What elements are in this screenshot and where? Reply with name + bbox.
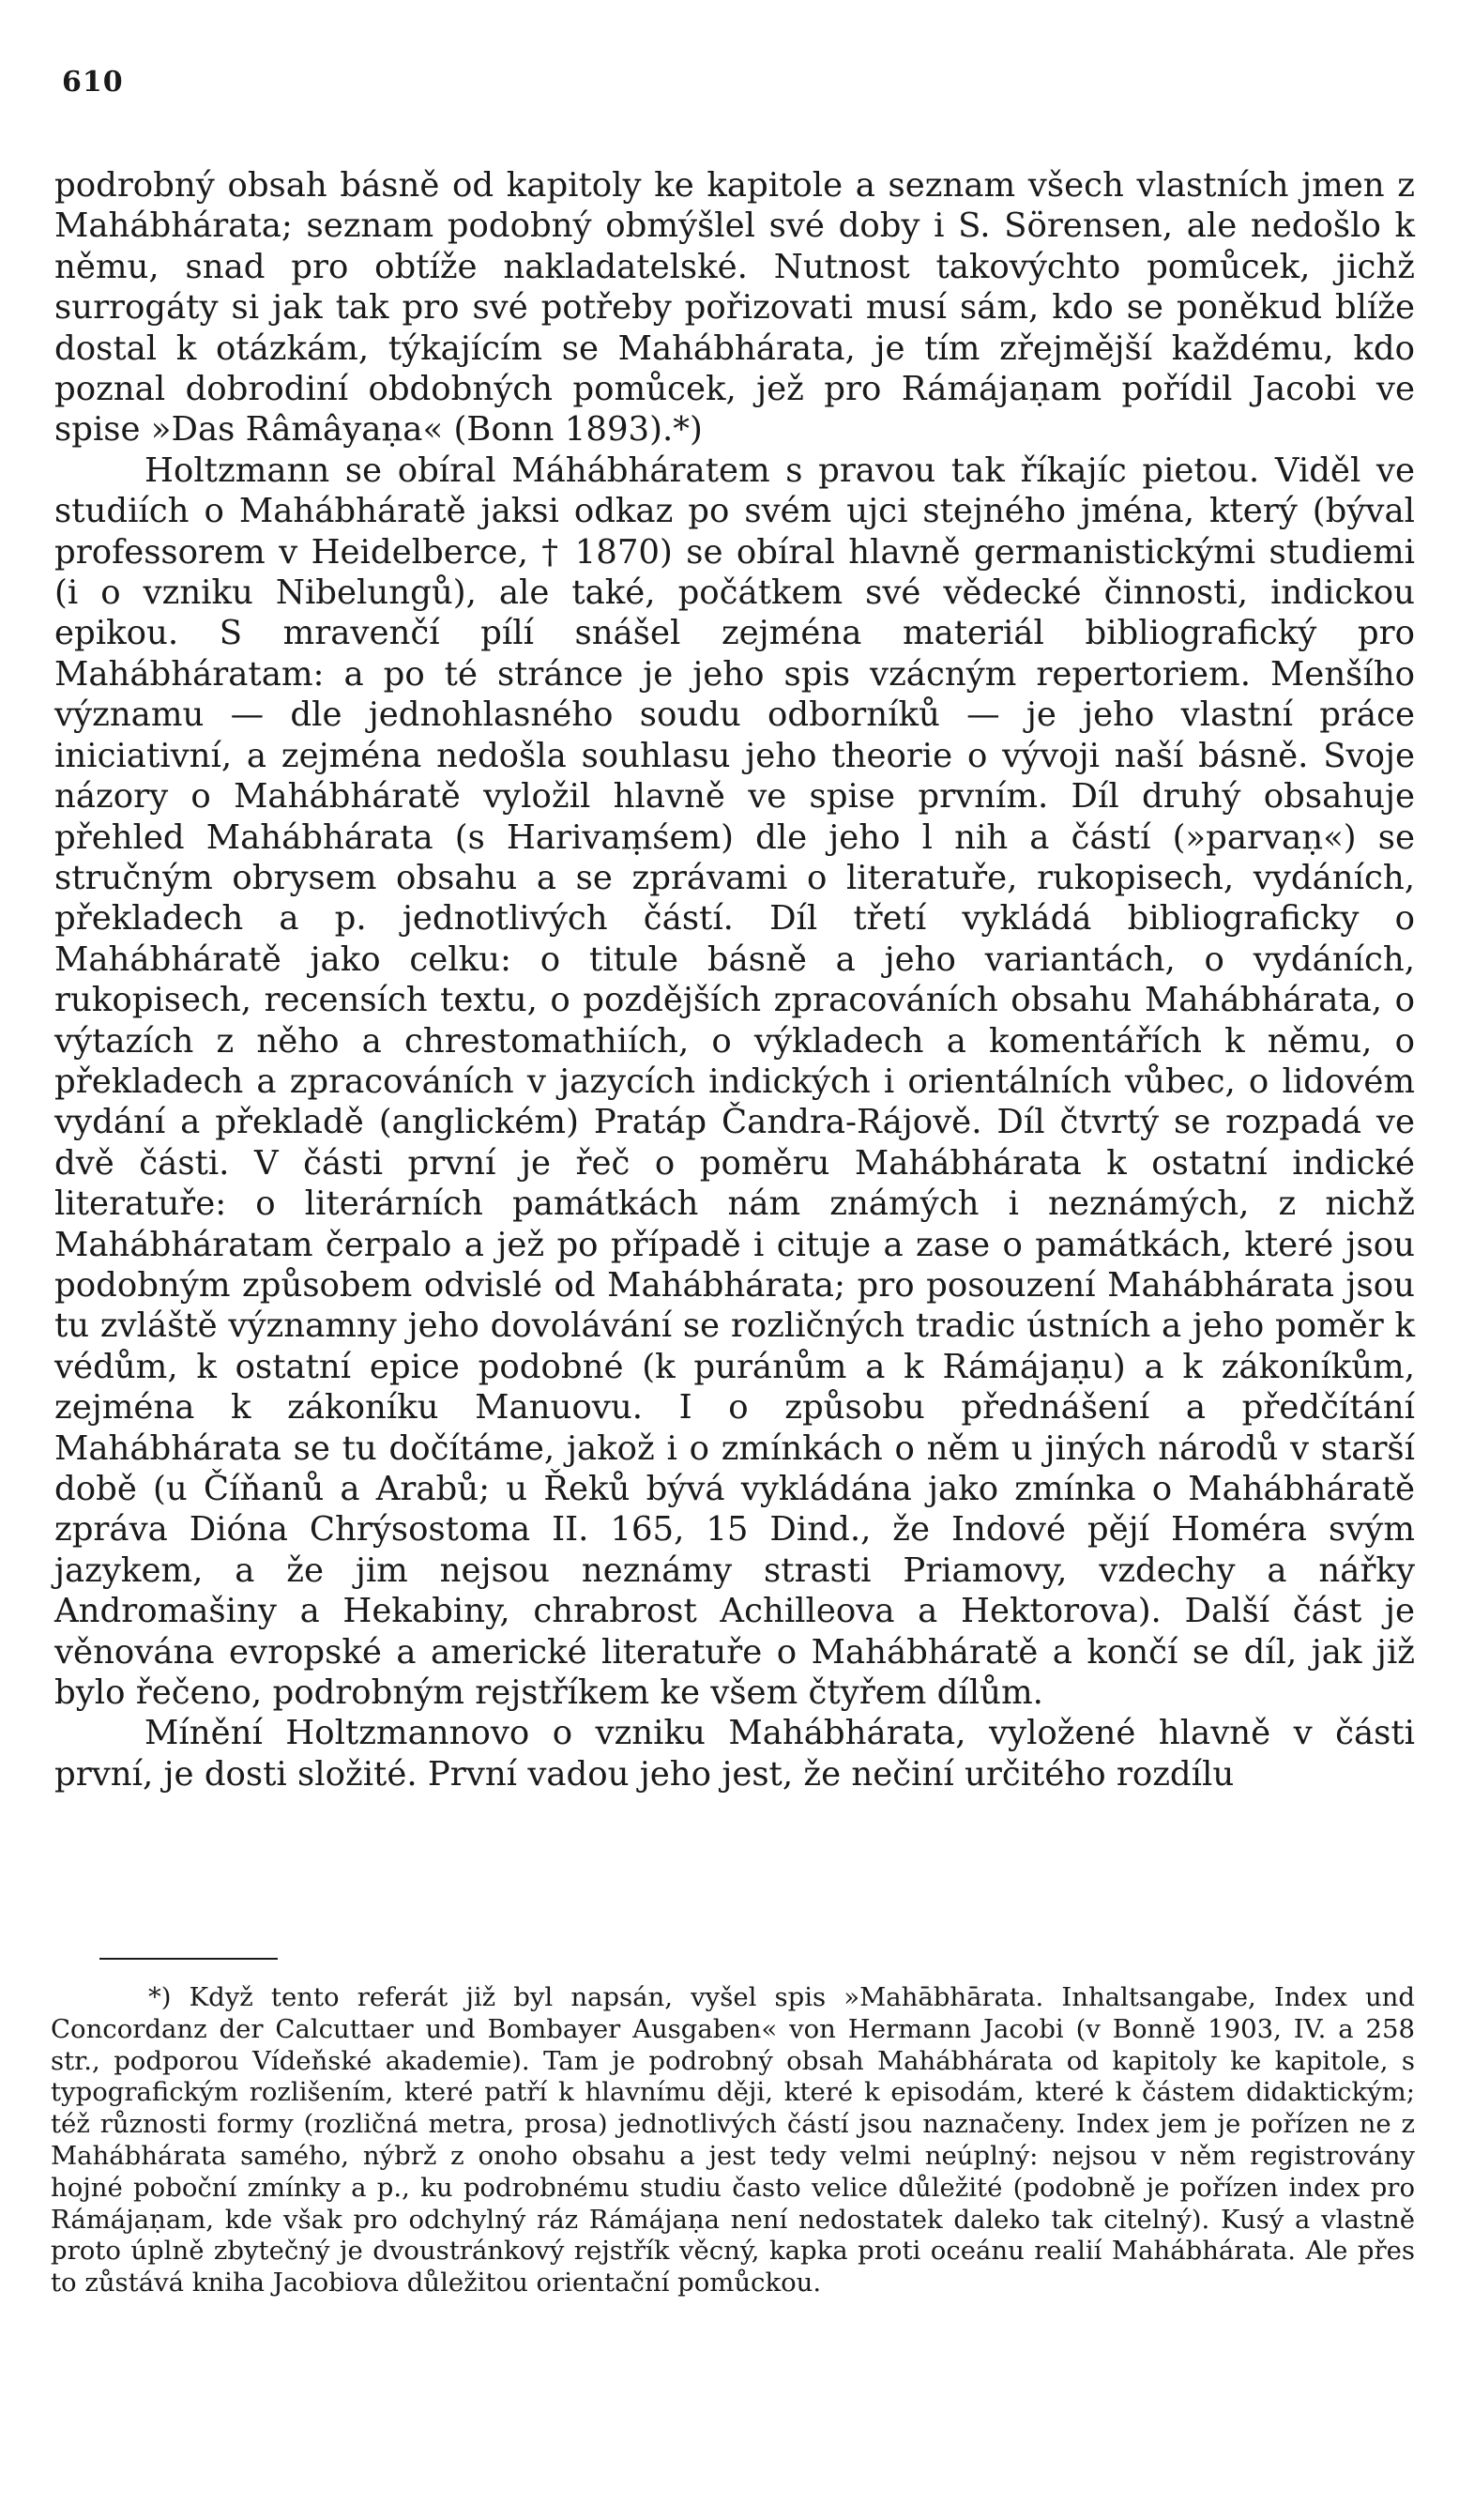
footnote-text: *) Když tento referát již byl napsán, vyšel spis »Mahābhārata. Inhaltsangabe, Index und Concordanz der Calcuttaer und Bombayer Ausgaben« von Hermann Jacobi (v Bonně 1903, IV. a 258 str., podporou Vídeňské akademie). Tam je podrobný obsah Mahábhárata od kapitoly ke kapitole, s typografickým rozlišením, které patří k hlavnímu ději, které k episodám, které k částem didaktickým; též různosti formy (rozličná metra, prosa) jednotlivých částí jsou naznačeny. Index jem je pořízen ne z Mahábhárata samého, nýbrž z onoho obsahu a jest tedy velmi neúplný: nejsou v něm registrovány hojné poboční zmínky a p., ku podrobnému studiu často velice důležité (podobně je pořízen index pro Rámájaṇam, kde však pro odchylný ráz Rámájaṇa není nedostatek daleko tak citelný). Kusý a vlastně proto úplně zbytečný je dvoustránkový rejstřík věcný, kapka proti oceánu realií Mahábhárata. Ale přes to zůstává kniha Jacobiova důležitou orientační pomůckou. xyxy=(51,1982,1415,2299)
main-text xyxy=(54,165,1415,1795)
paragraph: Mínění Holtzmannovo o vzniku Mahábhárata, vyložené hlavně v části první, je dosti složité. První vadou jeho jest, že nečiní určitého rozdílu xyxy=(54,1714,1415,1794)
footnote xyxy=(51,1982,1415,2299)
footnote-divider xyxy=(99,1958,278,1960)
page-number: 610 xyxy=(62,66,124,99)
paragraph: podrobný obsah básně od kapitoly ke kapitole a seznam všech vlastních jmen z Mahábhárata; seznam podobný obmýšlel své doby i S. Sörensen, ale nedošlo k němu, snad pro obtíže nakladatelské. Nutnost takovýchto pomůcek, jichž surrogáty si jak tak pro své potřeby pořizovati musí sám, kdo se poněkud blíže dostal k otázkám, týkajícím se Mahábhárata, je tím zřejmější každému, kdo poznal dobrodiní obdobných pomůcek, jež pro Rámájaṇam pořídil Jacobi ve spise »Das Râmâyaṇa« (Bonn 1893).*) xyxy=(54,166,1415,450)
paragraph: Holtzmann se obíral Máhábháratem s pravou tak říkajíc pietou. Viděl ve studiích o Mahábháratě jaksi odkaz po svém ujci stejného jména, který (býval professorem v Heidelberce, † 1870) se obíral hlavně germanistickými studiemi (i o vzniku Nibelungů), ale také, počátkem své vědecké činnosti, indickou epikou. S mravenčí pílí snášel zejména materiál bibliografický pro Mahábháratam: a po té stránce je jeho spis vzácným repertoriem. Menšího významu — dle jednohlasného soudu odborníků — je jeho vlastní práce iniciativní, a zejména nedošla souhlasu jeho theorie o vývoji naší básně. Svoje názory o Mahábháratě vyložil hlavně ve spise prvním. Díl druhý obsahuje přehled Mahábhárata (s Harivaṃśem) dle jeho l nih a částí (»parvaṇ«) se stručným obrysem obsahu a se zprávami o literatuře, rukopisech, vydáních, překladech a p. jednotlivých částí. Díl třetí vykládá bibliograficky o Mahábháratě jako celku: o titule básně a jeho variantách, o vydáních, rukopisech, recensích textu, o pozdějších zpracováních obsahu Mahábhárata, o výtazích z něho a chrestomathiích, o výkladech a komentářích k němu, o překladech a zpracováních v jazycích indických i orientálních vůbec, o lidovém vydání a překladě (anglickém) Pratáp Čandra-Rájově. Díl čtvrtý se rozpadá ve dvě části. V části první je řeč o poměru Mahábhárata k ostatní indické literatuře: o literárních památkách nám známých i neznámých, z nichž Mahábháratam čerpalo a jež po případě i cituje a zase o památkách, které jsou podobným způsobem odvislé od Mahábhárata; pro posouzení Mahábhárata jsou tu zvláště významny jeho dovolávání se rozličných tradic ústních a jeho poměr k védům, k ostatní epice podobné (k puránům a k Rámájaṇu) a k zákoníkům, zejména k zákoníku Manuovu. I o způsobu přednášení a předčítání Mahábhárata se tu dočítáme, jakož i o zmínkách o něm u jiných národů v starší době (u Číňanů a Arabů; u Řeků bývá vykládána jako zmínka o Mahábháratě zpráva Dióna Chrýsostoma II. 165, 15 Dind., že Indové pějí Homéra svým jazykem, a že jim nejsou neznámy strasti Priamovy, vzdechy a nářky Andromašiny a Hekabiny, chrabrost Achilleova a Hektorova). Další část je věnována evropské a americké literatuře o Mahábháratě a končí se díl, jak již bylo řečeno, podrobným rejstříkem ke všem čtyřem dílům. xyxy=(54,451,1415,1713)
